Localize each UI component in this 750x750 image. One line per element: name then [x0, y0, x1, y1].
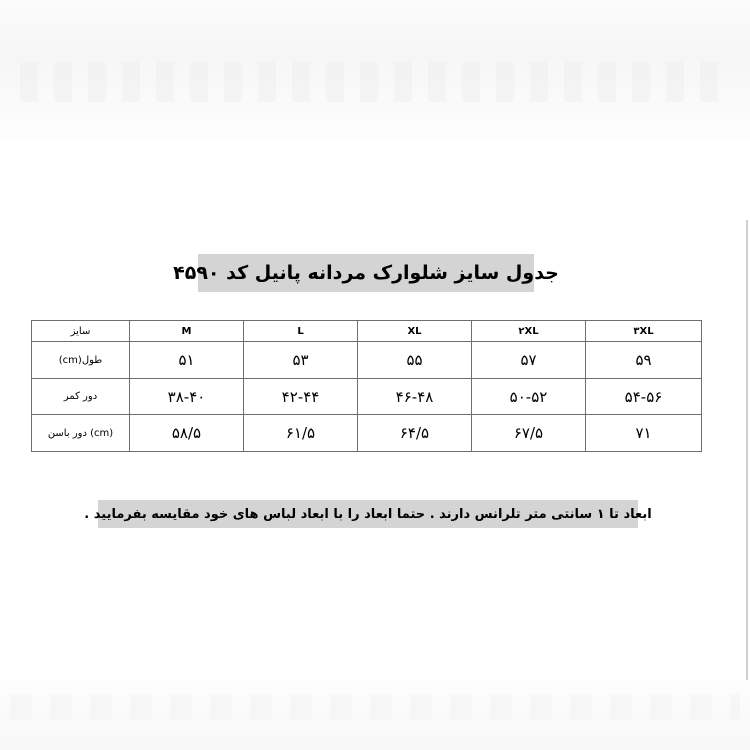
faded-footer-graphic [10, 694, 740, 720]
row-label-waist: دور کمر [32, 378, 130, 415]
header-cell-m: M [130, 321, 244, 342]
size-table [31, 320, 702, 452]
table-cell: ۶۷/۵ [472, 415, 586, 452]
table-row-waist [32, 378, 702, 415]
table-cell: ۵۴-۵۶ [586, 378, 702, 415]
table-cell: ۶۱/۵ [244, 415, 358, 452]
row-label-hip: (cm) دور باسن [32, 415, 130, 452]
header-cell-xl: XL [358, 321, 472, 342]
header-cell-size: سایز [32, 321, 130, 342]
table-cell: ۵۸/۵ [130, 415, 244, 452]
tolerance-note: ابعاد تا ۱ سانتی متر تلرانس دارند . حتما ابعاد را با ابعاد لباس های خود مقایسه بفرمایید . [84, 506, 652, 522]
table-cell: ۵۵ [358, 342, 472, 379]
table-cell: ۴۲-۴۴ [244, 378, 358, 415]
table-cell: ۳۸-۴۰ [130, 378, 244, 415]
table-cell: ۷۱ [586, 415, 702, 452]
header-cell-3xl: ۳XL [586, 321, 702, 342]
row-label-length: طول(cm) [32, 342, 130, 379]
table-row-hip [32, 415, 702, 452]
note-highlight [84, 500, 652, 528]
table-cell: ۵۳ [244, 342, 358, 379]
table-cell: ۴۶-۴۸ [358, 378, 472, 415]
edge-divider [746, 220, 748, 690]
table-cell: ۵۱ [130, 342, 244, 379]
table-header-row [32, 321, 702, 342]
title-highlight [173, 254, 559, 292]
table-cell: ۵۰-۵۲ [472, 378, 586, 415]
header-cell-l: L [244, 321, 358, 342]
table-cell: ۵۷ [472, 342, 586, 379]
table-cell: ۵۹ [586, 342, 702, 379]
table-row-length [32, 342, 702, 379]
header-cell-2xl: ۲XL [472, 321, 586, 342]
faded-footer-banner [0, 680, 750, 750]
table-cell: ۶۴/۵ [358, 415, 472, 452]
page-title: جدول سایز شلوارک مردانه پانیل کد ۴۵۹۰ [173, 262, 559, 284]
faded-header-banner [0, 0, 750, 140]
faded-header-graphic [20, 62, 730, 102]
